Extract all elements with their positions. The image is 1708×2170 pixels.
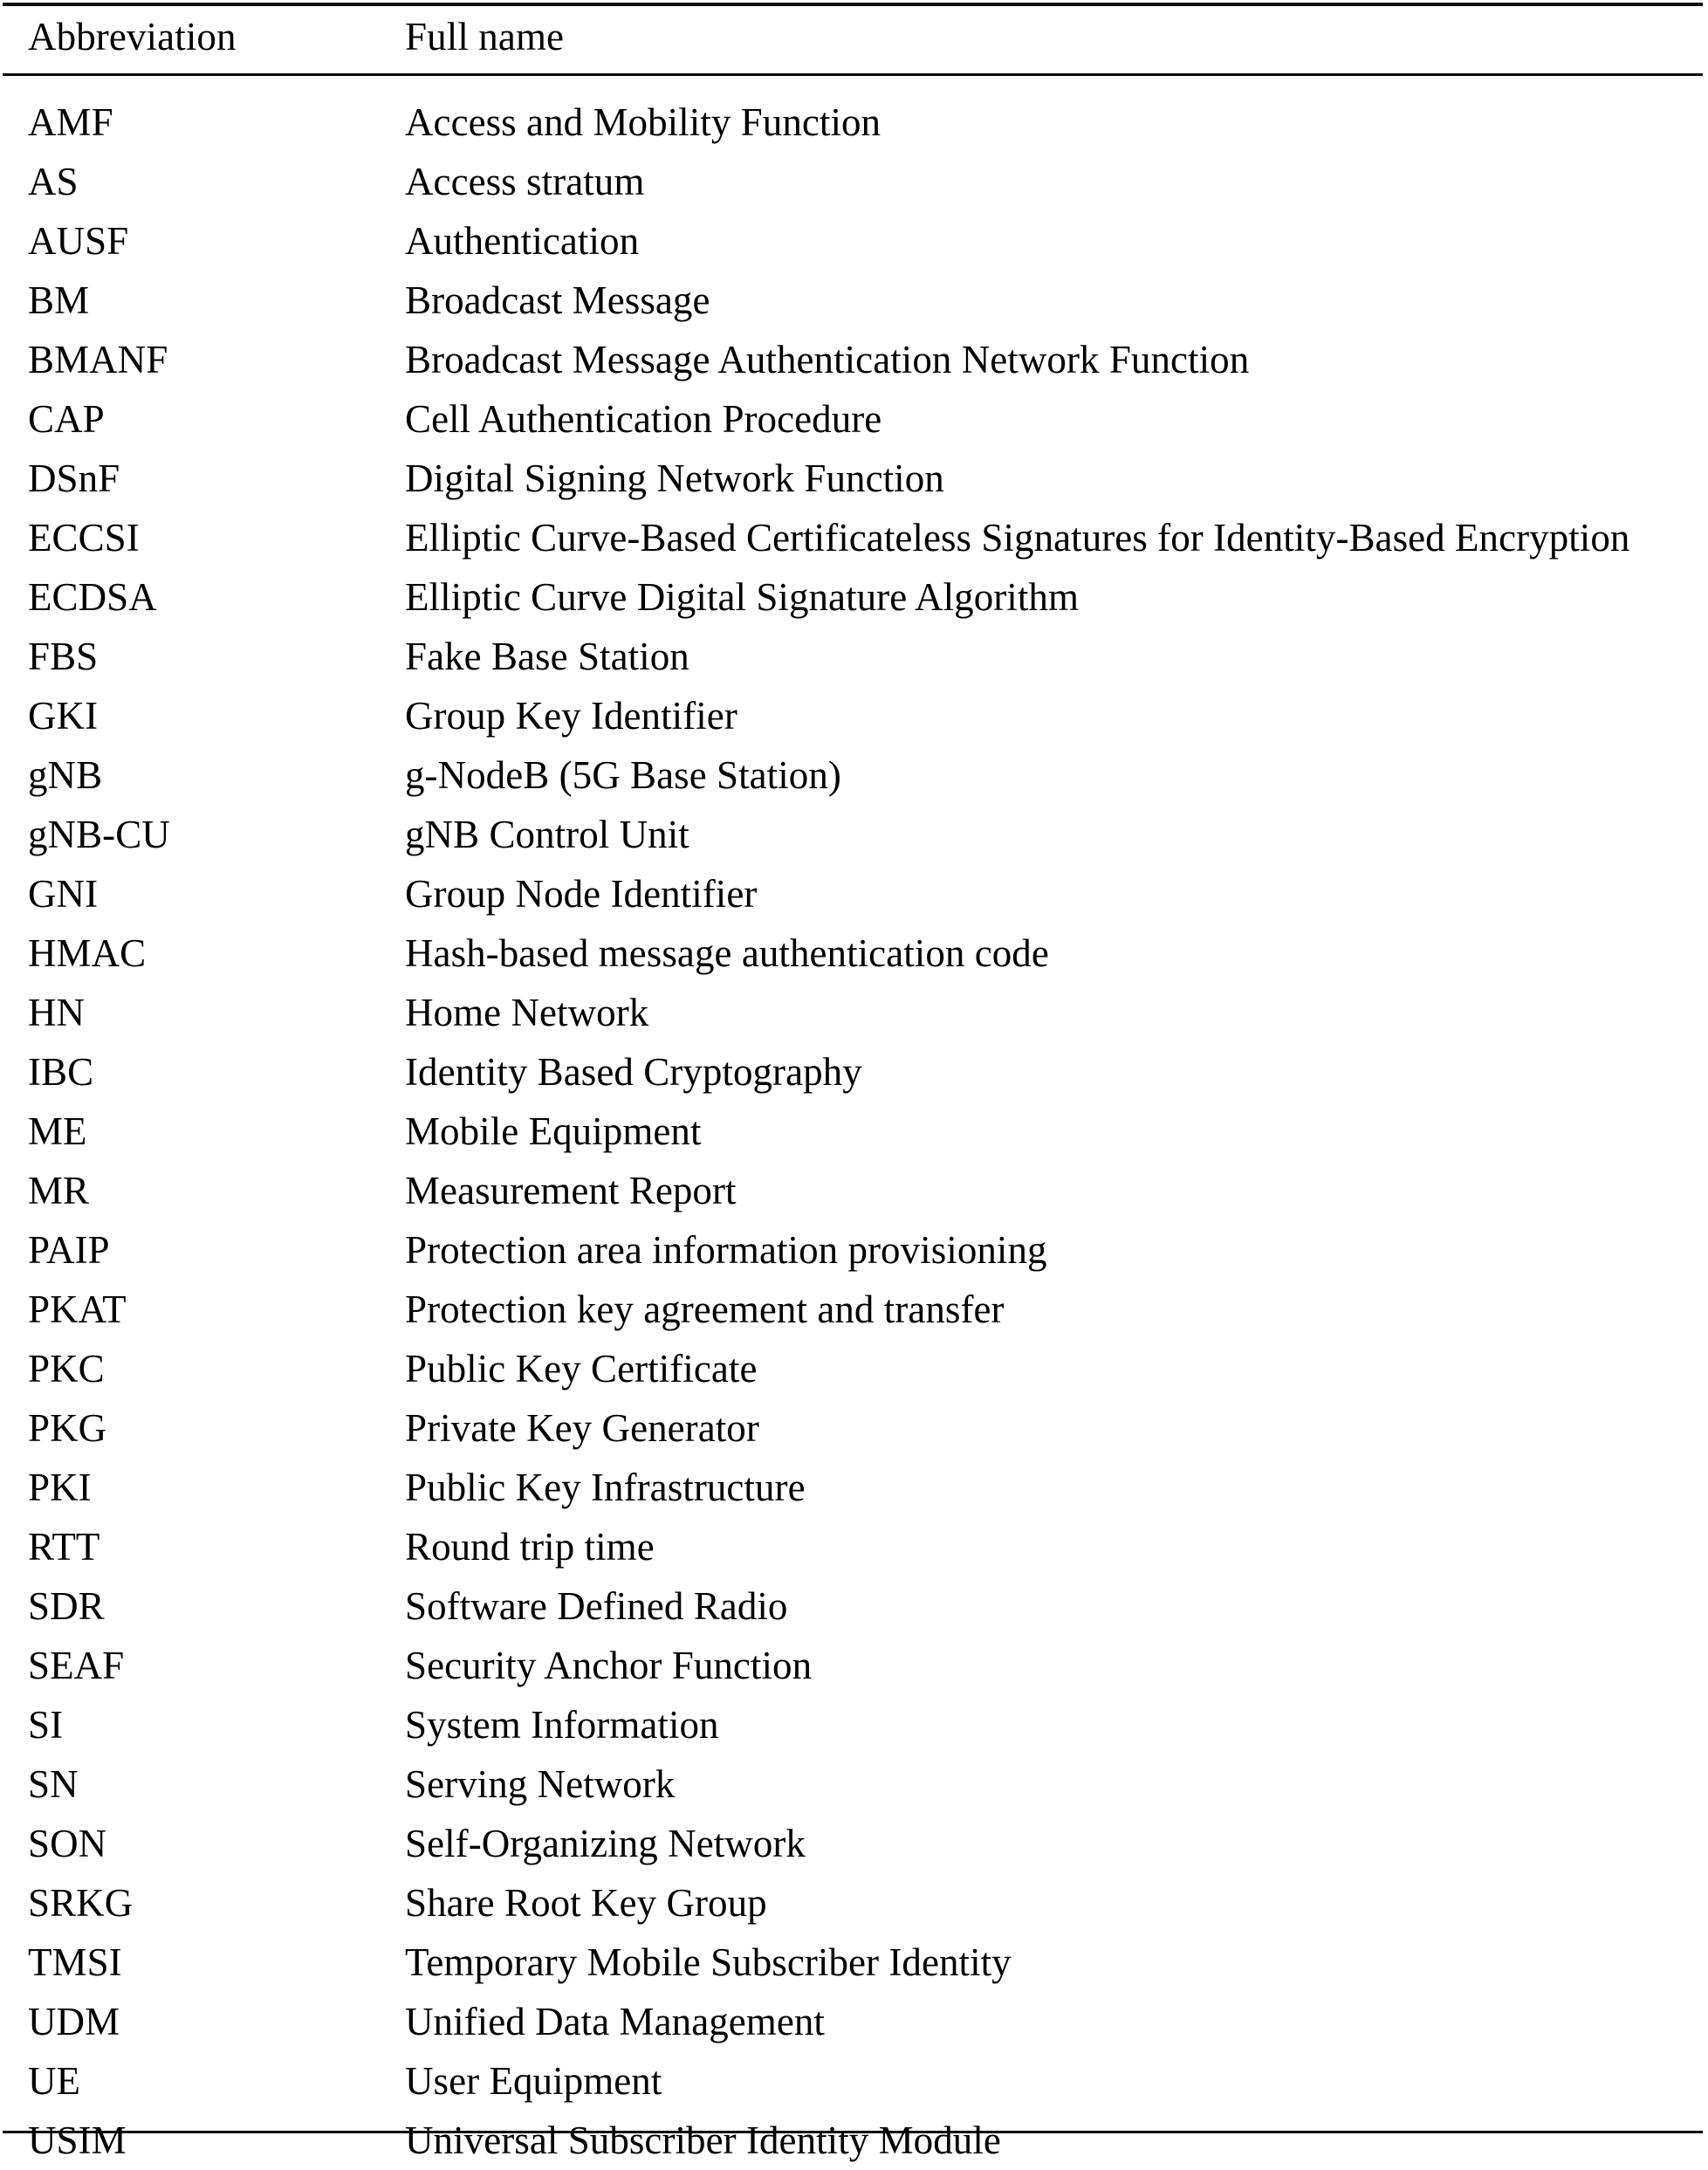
table-row	[0, 1280, 1708, 1339]
cell-full-name: Elliptic Curve-Based Certificateless Signatures for Identity-Based Encryption	[405, 516, 1630, 560]
cell-full-name: Temporary Mobile Subscriber Identity	[405, 1940, 1012, 1984]
cell-abbreviation: CAP	[28, 397, 105, 441]
cell-full-name: Group Node Identifier	[405, 872, 758, 916]
cell-full-name: Measurement Report	[405, 1169, 737, 1212]
cell-abbreviation: ME	[28, 1109, 87, 1153]
cell-abbreviation: BMANF	[28, 338, 168, 381]
table-row	[0, 686, 1708, 745]
table-row	[0, 983, 1708, 1042]
cell-abbreviation: PKI	[28, 1466, 92, 1509]
cell-abbreviation: PKC	[28, 1347, 105, 1391]
cell-full-name: Share Root Key Group	[405, 1881, 767, 1925]
cell-abbreviation: gNB-CU	[28, 813, 170, 856]
table-row	[0, 449, 1708, 508]
cell-abbreviation: UDM	[28, 2000, 120, 2043]
table-row	[0, 864, 1708, 924]
cell-abbreviation: HMAC	[28, 931, 147, 975]
table-row	[0, 1873, 1708, 1933]
table-row	[0, 1458, 1708, 1517]
table-header	[0, 0, 1708, 73]
cell-full-name: g-NodeB (5G Base Station)	[405, 753, 841, 797]
table-row	[0, 1102, 1708, 1161]
cell-full-name: Elliptic Curve Digital Signature Algorithm	[405, 575, 1079, 619]
cell-full-name: Access stratum	[405, 160, 645, 203]
cell-abbreviation: GNI	[28, 872, 99, 916]
cell-abbreviation: GKI	[28, 694, 99, 738]
cell-abbreviation: TMSI	[28, 1940, 122, 1984]
cell-full-name: System Information	[405, 1703, 719, 1747]
table-row	[0, 1517, 1708, 1576]
cell-abbreviation: UE	[28, 2059, 81, 2103]
cell-abbreviation: SRKG	[28, 1881, 134, 1925]
table-row	[0, 745, 1708, 805]
cell-abbreviation: PAIP	[28, 1228, 110, 1272]
cell-full-name: Public Key Infrastructure	[405, 1466, 806, 1509]
cell-full-name: Hash-based message authentication code	[405, 931, 1049, 975]
table-row	[0, 567, 1708, 627]
cell-full-name: Access and Mobility Function	[405, 100, 881, 144]
cell-full-name: Self-Organizing Network	[405, 1822, 806, 1865]
cell-abbreviation: SI	[28, 1703, 64, 1747]
cell-full-name: Protection key agreement and transfer	[405, 1288, 1005, 1331]
table-row	[0, 211, 1708, 271]
cell-abbreviation: RTT	[28, 1525, 100, 1569]
cell-abbreviation: ECCSI	[28, 516, 140, 560]
cell-full-name: Digital Signing Network Function	[405, 457, 944, 500]
cell-full-name: Cell Authentication Procedure	[405, 397, 882, 441]
cell-full-name: Software Defined Radio	[405, 1584, 788, 1628]
cell-full-name: Round trip time	[405, 1525, 655, 1569]
cell-abbreviation: FBS	[28, 635, 99, 678]
table-row	[0, 389, 1708, 449]
cell-full-name: Protection area information provisioning	[405, 1228, 1047, 1272]
cell-full-name: Authentication	[405, 219, 640, 263]
cell-full-name: Public Key Certificate	[405, 1347, 758, 1391]
cell-full-name: Security Anchor Function	[405, 1644, 813, 1687]
cell-abbreviation: USIM	[28, 2118, 127, 2162]
table-body	[0, 73, 1708, 2170]
cell-abbreviation: DSnF	[28, 457, 120, 500]
cell-abbreviation: ECDSA	[28, 575, 157, 619]
table-row	[0, 1992, 1708, 2051]
cell-full-name: Broadcast Message Authentication Network Function	[405, 338, 1250, 381]
cell-full-name: Private Key Generator	[405, 1406, 759, 1450]
cell-full-name: User Equipment	[405, 2059, 662, 2103]
table-row	[0, 271, 1708, 330]
table-row	[0, 1636, 1708, 1695]
table-row	[0, 152, 1708, 211]
table-row	[0, 1220, 1708, 1280]
table-row	[0, 330, 1708, 389]
table-row	[0, 1042, 1708, 1102]
column-header-abbreviation: Abbreviation	[28, 15, 237, 58]
table-row	[0, 924, 1708, 983]
cell-abbreviation: HN	[28, 991, 86, 1034]
cell-abbreviation: gNB	[28, 753, 103, 797]
table-row	[0, 1814, 1708, 1873]
table-row	[0, 627, 1708, 686]
column-header-full-name: Full name	[405, 15, 565, 58]
cell-full-name: Unified Data Management	[405, 2000, 825, 2043]
table-row	[0, 2051, 1708, 2111]
table-row	[0, 1933, 1708, 1992]
table-row	[0, 1755, 1708, 1814]
table-row	[0, 1339, 1708, 1398]
table-row	[0, 1576, 1708, 1636]
cell-abbreviation: AS	[28, 160, 79, 203]
cell-abbreviation: IBC	[28, 1050, 94, 1094]
cell-full-name: Broadcast Message	[405, 278, 710, 322]
table-row	[0, 1398, 1708, 1458]
cell-abbreviation: SN	[28, 1762, 79, 1806]
cell-full-name: Mobile Equipment	[405, 1109, 702, 1153]
cell-full-name: Home Network	[405, 991, 649, 1034]
cell-full-name: Identity Based Cryptography	[405, 1050, 862, 1094]
cell-abbreviation: SEAF	[28, 1644, 125, 1687]
table-row	[0, 508, 1708, 567]
cell-full-name: Serving Network	[405, 1762, 676, 1806]
table-row	[0, 1695, 1708, 1755]
cell-abbreviation: SDR	[28, 1584, 105, 1628]
cell-full-name: Fake Base Station	[405, 635, 689, 678]
table-row	[0, 2111, 1708, 2170]
cell-abbreviation: SON	[28, 1822, 107, 1865]
cell-full-name: Group Key Identifier	[405, 694, 737, 738]
cell-full-name: gNB Control Unit	[405, 813, 689, 856]
table-header-row	[0, 0, 1708, 73]
table-row	[0, 805, 1708, 864]
cell-abbreviation: BM	[28, 278, 90, 322]
cell-abbreviation: MR	[28, 1169, 90, 1212]
cell-full-name: Universal Subscriber Identity Module	[405, 2118, 1001, 2162]
table-row	[0, 1161, 1708, 1220]
cell-abbreviation: AMF	[28, 100, 113, 144]
cell-abbreviation: PKAT	[28, 1288, 127, 1331]
cell-abbreviation: PKG	[28, 1406, 107, 1450]
table-row	[0, 73, 1708, 152]
cell-abbreviation: AUSF	[28, 219, 129, 263]
